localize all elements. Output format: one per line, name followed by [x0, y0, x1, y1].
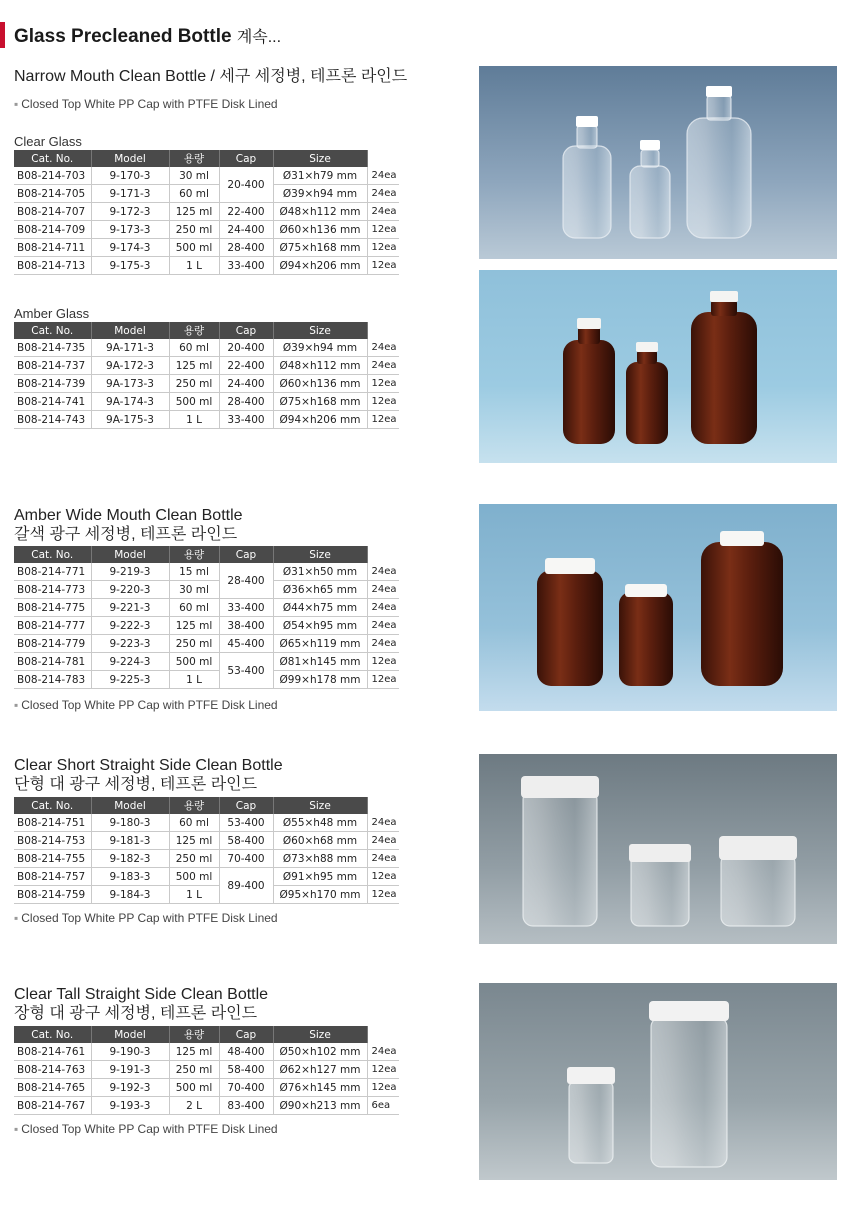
cat-no: B08-214-777: [14, 617, 91, 635]
volume: 250 ml: [169, 635, 219, 653]
table-row: [14, 599, 399, 617]
model: 9-225-3: [91, 671, 169, 689]
model: 9-220-3: [91, 581, 169, 599]
model: 9-171-3: [91, 185, 169, 203]
table-row: [14, 203, 399, 221]
model: 9-221-3: [91, 599, 169, 617]
pack: 24ea: [367, 617, 399, 635]
volume: 1 L: [169, 671, 219, 689]
clear-tall-table: [14, 1026, 399, 1115]
size: Ø62×h127 mm: [273, 1061, 367, 1079]
clear-short-title: Clear Short Straight Side Clean Bottle: [14, 757, 283, 774]
model: 9-190-3: [91, 1043, 169, 1061]
col-pack: [367, 322, 399, 339]
volume: 125 ml: [169, 203, 219, 221]
table-row: [14, 167, 399, 185]
amber-glass-table: [14, 322, 399, 429]
cap: 53-400: [219, 653, 273, 689]
pack: 12ea: [367, 868, 399, 886]
cat-no: B08-214-767: [14, 1097, 91, 1115]
cat-no: B08-214-743: [14, 411, 91, 429]
volume: 500 ml: [169, 868, 219, 886]
pack: 24ea: [367, 635, 399, 653]
col-volume: 용량: [169, 797, 219, 814]
col-pack: [367, 150, 399, 167]
cap: 24-400: [219, 375, 273, 393]
clear-short-subtitle: 단형 대 광구 세정병, 테프론 라인드: [14, 776, 258, 793]
model: 9A-172-3: [91, 357, 169, 375]
size: Ø91×h95 mm: [273, 868, 367, 886]
col-cap: Cap: [219, 322, 273, 339]
cap: 28-400: [219, 563, 273, 599]
col-volume: 용량: [169, 322, 219, 339]
size: Ø48×h112 mm: [273, 203, 367, 221]
size: Ø81×h145 mm: [273, 653, 367, 671]
cap: 58-400: [219, 832, 273, 850]
amber-wide-subtitle: 갈색 광구 세정병, 테프론 라인드: [14, 526, 238, 543]
col-cap: Cap: [219, 797, 273, 814]
col-model: Model: [91, 1026, 169, 1043]
cat-no: B08-214-779: [14, 635, 91, 653]
cat-no: B08-214-775: [14, 599, 91, 617]
page-title: [14, 24, 281, 48]
header-accent-bar: [0, 22, 5, 48]
model: 9A-173-3: [91, 375, 169, 393]
size: Ø48×h112 mm: [273, 357, 367, 375]
pack: 24ea: [367, 185, 399, 203]
model: 9-183-3: [91, 868, 169, 886]
model: 9A-175-3: [91, 411, 169, 429]
cat-no: B08-214-753: [14, 832, 91, 850]
size: Ø60×h68 mm: [273, 832, 367, 850]
cat-no: B08-214-707: [14, 203, 91, 221]
narrow-mouth-note-text: Closed Top White PP Cap with PTFE Disk Lined: [21, 97, 278, 111]
clear-glass-label: Clear Glass: [14, 134, 82, 149]
size: Ø44×h75 mm: [273, 599, 367, 617]
model: 9-180-3: [91, 814, 169, 832]
cap: 20-400: [219, 339, 273, 357]
clear-tall-jars-photo: [479, 983, 837, 1180]
amber-wide-table: [14, 546, 399, 689]
size: Ø31×h50 mm: [273, 563, 367, 581]
col-model: Model: [91, 322, 169, 339]
pack: 12ea: [367, 1061, 399, 1079]
cat-no: B08-214-771: [14, 563, 91, 581]
col-cat-no: Cat. No.: [14, 797, 91, 814]
clear-tall-title: Clear Tall Straight Side Clean Bottle: [14, 986, 269, 1003]
volume: 60 ml: [169, 339, 219, 357]
size: Ø75×h168 mm: [273, 239, 367, 257]
cat-no: B08-214-755: [14, 850, 91, 868]
pack: 12ea: [367, 653, 399, 671]
volume: 1 L: [169, 411, 219, 429]
col-cap: Cap: [219, 546, 273, 563]
table-row: [14, 1043, 399, 1061]
cap: 24-400: [219, 221, 273, 239]
model: 9-173-3: [91, 221, 169, 239]
table-row: [14, 185, 399, 203]
col-size: Size: [273, 797, 367, 814]
table-row: [14, 886, 399, 904]
col-cat-no: Cat. No.: [14, 150, 91, 167]
size: Ø95×h170 mm: [273, 886, 367, 904]
col-size: Size: [273, 150, 367, 167]
volume: 1 L: [169, 257, 219, 275]
cat-no: B08-214-713: [14, 257, 91, 275]
col-model: Model: [91, 797, 169, 814]
volume: 60 ml: [169, 185, 219, 203]
col-cat-no: Cat. No.: [14, 546, 91, 563]
size: Ø76×h145 mm: [273, 1079, 367, 1097]
volume: 125 ml: [169, 832, 219, 850]
col-cat-no: Cat. No.: [14, 1026, 91, 1043]
volume: 60 ml: [169, 814, 219, 832]
model: 9-219-3: [91, 563, 169, 581]
cap: 45-400: [219, 635, 273, 653]
cat-no: B08-214-759: [14, 886, 91, 904]
pack: 12ea: [367, 375, 399, 393]
cap: 58-400: [219, 1061, 273, 1079]
col-size: Size: [273, 1026, 367, 1043]
table-row: [14, 832, 399, 850]
cap: 48-400: [219, 1043, 273, 1061]
cap: 38-400: [219, 617, 273, 635]
clear-short-table: [14, 797, 399, 904]
volume: 15 ml: [169, 563, 219, 581]
volume: 500 ml: [169, 1079, 219, 1097]
volume: 250 ml: [169, 375, 219, 393]
cat-no: B08-214-703: [14, 167, 91, 185]
pack: 24ea: [367, 167, 399, 185]
size: Ø60×h136 mm: [273, 221, 367, 239]
table-row: [14, 581, 399, 599]
size: Ø94×h206 mm: [273, 257, 367, 275]
table-row: [14, 375, 399, 393]
pack: 24ea: [367, 599, 399, 617]
size: Ø50×h102 mm: [273, 1043, 367, 1061]
cap: 22-400: [219, 357, 273, 375]
model: 9-181-3: [91, 832, 169, 850]
size: Ø90×h213 mm: [273, 1097, 367, 1115]
model: 9-170-3: [91, 167, 169, 185]
pack: 12ea: [367, 257, 399, 275]
pack: 24ea: [367, 203, 399, 221]
clear-short-note-text: Closed Top White PP Cap with PTFE Disk Lined: [21, 911, 278, 925]
table-row: [14, 357, 399, 375]
clear-tall-subtitle: 장형 대 광구 세정병, 테프론 라인드: [14, 1005, 258, 1022]
amber-narrow-bottles-photo: [479, 270, 837, 463]
pack: 12ea: [367, 671, 399, 689]
col-cap: Cap: [219, 150, 273, 167]
volume: 250 ml: [169, 850, 219, 868]
cap: 33-400: [219, 257, 273, 275]
col-volume: 용량: [169, 546, 219, 563]
cat-no: B08-214-739: [14, 375, 91, 393]
cat-no: B08-214-783: [14, 671, 91, 689]
col-volume: 용량: [169, 150, 219, 167]
clear-short-jars-photo: [479, 754, 837, 944]
volume: 500 ml: [169, 393, 219, 411]
model: 9-224-3: [91, 653, 169, 671]
clear-narrow-bottles-photo: [479, 66, 837, 259]
narrow-mouth-note: ▪ Closed Top White PP Cap with PTFE Disk Lined: [14, 97, 278, 111]
col-pack: [367, 797, 399, 814]
volume: 125 ml: [169, 357, 219, 375]
size: Ø31×h79 mm: [273, 167, 367, 185]
volume: 125 ml: [169, 617, 219, 635]
volume: 30 ml: [169, 581, 219, 599]
cap: 89-400: [219, 868, 273, 904]
table-row: [14, 850, 399, 868]
table-row: [14, 257, 399, 275]
cap: 28-400: [219, 393, 273, 411]
cat-no: B08-214-705: [14, 185, 91, 203]
amber-wide-note: ▪ Closed Top White PP Cap with PTFE Disk Lined: [14, 698, 278, 712]
pack: 6ea: [367, 1097, 399, 1115]
clear-tall-note-text: Closed Top White PP Cap with PTFE Disk Lined: [21, 1122, 278, 1136]
cap: 70-400: [219, 850, 273, 868]
model: 9-193-3: [91, 1097, 169, 1115]
volume: 500 ml: [169, 239, 219, 257]
model: 9-172-3: [91, 203, 169, 221]
col-model: Model: [91, 546, 169, 563]
clear-short-note: ▪ Closed Top White PP Cap with PTFE Disk Lined: [14, 911, 278, 925]
size: Ø54×h95 mm: [273, 617, 367, 635]
volume: 30 ml: [169, 167, 219, 185]
size: Ø39×h94 mm: [273, 339, 367, 357]
cap: 53-400: [219, 814, 273, 832]
volume: 250 ml: [169, 221, 219, 239]
model: 9-192-3: [91, 1079, 169, 1097]
model: 9-222-3: [91, 617, 169, 635]
table-row: [14, 1061, 399, 1079]
cat-no: B08-214-765: [14, 1079, 91, 1097]
cat-no: B08-214-757: [14, 868, 91, 886]
clear-glass-table: [14, 150, 399, 275]
amber-wide-bottles-photo: [479, 504, 837, 711]
size: Ø94×h206 mm: [273, 411, 367, 429]
clear-tall-note: ▪ Closed Top White PP Cap with PTFE Disk Lined: [14, 1122, 278, 1136]
col-pack: [367, 546, 399, 563]
narrow-mouth-title: Narrow Mouth Clean Bottle / 세구 세정병, 테프론 라인드: [14, 68, 408, 85]
cat-no: B08-214-735: [14, 339, 91, 357]
model: 9A-174-3: [91, 393, 169, 411]
volume: 2 L: [169, 1097, 219, 1115]
size: Ø39×h94 mm: [273, 185, 367, 203]
table-row: [14, 671, 399, 689]
pack: 24ea: [367, 581, 399, 599]
pack: 12ea: [367, 221, 399, 239]
cat-no: B08-214-737: [14, 357, 91, 375]
volume: 60 ml: [169, 599, 219, 617]
pack: 12ea: [367, 411, 399, 429]
table-row: [14, 221, 399, 239]
table-row: [14, 239, 399, 257]
col-volume: 용량: [169, 1026, 219, 1043]
cap: 28-400: [219, 239, 273, 257]
model: 9-184-3: [91, 886, 169, 904]
table-row: [14, 635, 399, 653]
cat-no: B08-214-761: [14, 1043, 91, 1061]
model: 9-175-3: [91, 257, 169, 275]
table-row: [14, 1079, 399, 1097]
amber-wide-note-text: Closed Top White PP Cap with PTFE Disk Lined: [21, 698, 278, 712]
cap: 33-400: [219, 411, 273, 429]
col-model: Model: [91, 150, 169, 167]
col-size: Size: [273, 322, 367, 339]
pack: 24ea: [367, 1043, 399, 1061]
model: 9A-171-3: [91, 339, 169, 357]
pack: 12ea: [367, 239, 399, 257]
cat-no: B08-214-741: [14, 393, 91, 411]
cap: 83-400: [219, 1097, 273, 1115]
cat-no: B08-214-709: [14, 221, 91, 239]
amber-glass-label: Amber Glass: [14, 306, 90, 321]
pack: 24ea: [367, 850, 399, 868]
page-title-suffix: 계속...: [236, 29, 282, 46]
table-row: [14, 1097, 399, 1115]
cap: 22-400: [219, 203, 273, 221]
pack: 24ea: [367, 357, 399, 375]
model: 9-223-3: [91, 635, 169, 653]
cat-no: B08-214-711: [14, 239, 91, 257]
volume: 1 L: [169, 886, 219, 904]
table-row: [14, 411, 399, 429]
col-cat-no: Cat. No.: [14, 322, 91, 339]
volume: 125 ml: [169, 1043, 219, 1061]
cap: 20-400: [219, 167, 273, 203]
table-row: [14, 393, 399, 411]
table-row: [14, 563, 399, 581]
size: Ø99×h178 mm: [273, 671, 367, 689]
size: Ø36×h65 mm: [273, 581, 367, 599]
pack: 24ea: [367, 814, 399, 832]
volume: 250 ml: [169, 1061, 219, 1079]
cap: 33-400: [219, 599, 273, 617]
table-row: [14, 868, 399, 886]
table-row: [14, 653, 399, 671]
volume: 500 ml: [169, 653, 219, 671]
model: 9-182-3: [91, 850, 169, 868]
table-row: [14, 339, 399, 357]
size: Ø75×h168 mm: [273, 393, 367, 411]
cat-no: B08-214-781: [14, 653, 91, 671]
amber-wide-title: Amber Wide Mouth Clean Bottle: [14, 507, 243, 524]
table-row: [14, 814, 399, 832]
pack: 24ea: [367, 832, 399, 850]
page-title-text: Glass Precleaned Bottle: [14, 26, 232, 47]
col-size: Size: [273, 546, 367, 563]
model: 9-174-3: [91, 239, 169, 257]
cat-no: B08-214-773: [14, 581, 91, 599]
size: Ø55×h48 mm: [273, 814, 367, 832]
pack: 24ea: [367, 563, 399, 581]
table-row: [14, 617, 399, 635]
cat-no: B08-214-751: [14, 814, 91, 832]
size: Ø60×h136 mm: [273, 375, 367, 393]
pack: 12ea: [367, 1079, 399, 1097]
pack: 12ea: [367, 886, 399, 904]
pack: 24ea: [367, 339, 399, 357]
col-cap: Cap: [219, 1026, 273, 1043]
size: Ø73×h88 mm: [273, 850, 367, 868]
cap: 70-400: [219, 1079, 273, 1097]
cat-no: B08-214-763: [14, 1061, 91, 1079]
size: Ø65×h119 mm: [273, 635, 367, 653]
col-pack: [367, 1026, 399, 1043]
model: 9-191-3: [91, 1061, 169, 1079]
pack: 12ea: [367, 393, 399, 411]
